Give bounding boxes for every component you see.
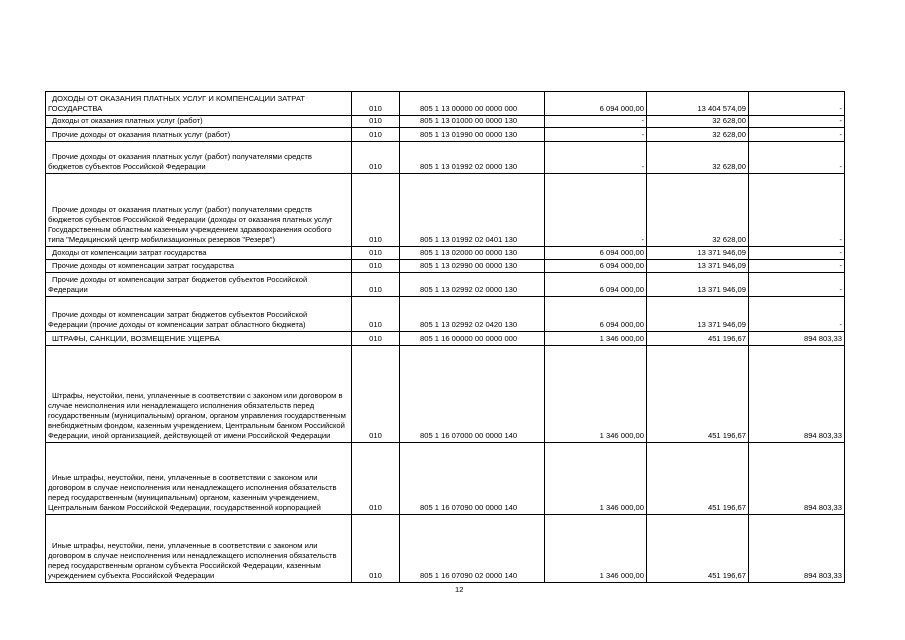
row-budget-code: 805 1 13 02992 02 0420 130 <box>400 297 545 332</box>
row-line-code: 010 <box>352 515 400 583</box>
row-plan: 1 346 000,00 <box>545 332 647 346</box>
row-budget-code: 805 1 13 01000 00 0000 130 <box>400 116 545 128</box>
row-name: ДОХОДЫ ОТ ОКАЗАНИЯ ПЛАТНЫХ УСЛУГ И КОМПЕНСАЦИИ ЗАТРАТ ГОСУДАРСТВА <box>46 92 352 116</box>
row-name: ШТРАФЫ, САНКЦИИ, ВОЗМЕЩЕНИЕ УЩЕРБА <box>46 332 352 346</box>
row-actual: 13 371 946,09 <box>647 260 749 273</box>
row-line-code: 010 <box>352 332 400 346</box>
row-line-code: 010 <box>352 142 400 174</box>
row-line-code: 010 <box>352 92 400 116</box>
revenue-report-table <box>45 91 845 583</box>
row-plan: - <box>545 142 647 174</box>
row-actual: 13 404 574,09 <box>647 92 749 116</box>
table-row <box>46 247 845 260</box>
table-row <box>46 128 845 142</box>
row-actual: 451 196,67 <box>647 515 749 583</box>
table-row <box>46 346 845 443</box>
row-budget-code: 805 1 13 00000 00 0000 000 <box>400 92 545 116</box>
row-line-code: 010 <box>352 273 400 297</box>
row-actual: 451 196,67 <box>647 443 749 515</box>
row-actual: 451 196,67 <box>647 332 749 346</box>
row-plan: 1 346 000,00 <box>545 515 647 583</box>
row-line-code: 010 <box>352 346 400 443</box>
table-row <box>46 142 845 174</box>
row-name: Прочие доходы от оказания платных услуг (работ) получателями средств бюджетов субъектов Российской Федерации (доходы от оказания платных услуг Государственным областным казенным учреждением здравоохранения особого типа "Медицинский центр мобилизационных резервов "Резерв") <box>46 174 352 247</box>
row-budget-code: 805 1 16 07090 00 0000 140 <box>400 443 545 515</box>
row-budget-code: 805 1 16 07090 02 0000 140 <box>400 515 545 583</box>
row-budget-code: 805 1 16 00000 00 0000 000 <box>400 332 545 346</box>
row-rest: - <box>749 247 845 260</box>
table-row <box>46 332 845 346</box>
row-budget-code: 805 1 13 02000 00 0000 130 <box>400 247 545 260</box>
row-actual: 13 371 946,09 <box>647 297 749 332</box>
row-name: Доходы от компенсации затрат государства <box>46 247 352 260</box>
table-row <box>46 515 845 583</box>
table-row <box>46 92 845 116</box>
row-name: Штрафы, неустойки, пени, уплаченные в соответствии с законом или договором в случае неисполнения или ненадлежащего исполнения обязательств перед государственным (муниципальным) органом, органом управления государственным внебюджетным фондом, казенным учреждением, Центральным банком Российской Федерации, иной организацией, действующей от имени Российской Федерации <box>46 346 352 443</box>
row-actual: 13 371 946,09 <box>647 247 749 260</box>
row-rest: 894 803,33 <box>749 346 845 443</box>
row-name: Прочие доходы от оказания платных услуг (работ) <box>46 128 352 142</box>
row-rest: 894 803,33 <box>749 443 845 515</box>
row-line-code: 010 <box>352 297 400 332</box>
page-number: 12 <box>455 585 464 594</box>
row-actual: 32 628,00 <box>647 116 749 128</box>
table-row <box>46 273 845 297</box>
row-budget-code: 805 1 13 02990 00 0000 130 <box>400 260 545 273</box>
table-row <box>46 116 845 128</box>
row-budget-code: 805 1 13 01992 02 0000 130 <box>400 142 545 174</box>
row-rest: - <box>749 142 845 174</box>
row-name: Прочие доходы от компенсации затрат бюджетов субъектов Российской Федерации <box>46 273 352 297</box>
row-name: Прочие доходы от компенсации затрат бюджетов субъектов Российской Федерации (прочие доходы от компенсации затрат областного бюджета) <box>46 297 352 332</box>
row-line-code: 010 <box>352 128 400 142</box>
row-plan: - <box>545 128 647 142</box>
row-name: Иные штрафы, неустойки, пени, уплаченные в соответствии с законом или договором в случае неисполнения или ненадлежащего исполнения обязательств перед государственным (муниципальным) органом, казенным учреждением, Центральным банком Российской Федерации, государственной корпорацией <box>46 443 352 515</box>
row-rest: - <box>749 297 845 332</box>
row-name: Доходы от оказания платных услуг (работ) <box>46 116 352 128</box>
row-actual: 32 628,00 <box>647 128 749 142</box>
row-actual: 32 628,00 <box>647 142 749 174</box>
row-rest: - <box>749 128 845 142</box>
row-plan: 6 094 000,00 <box>545 273 647 297</box>
row-plan: 1 346 000,00 <box>545 346 647 443</box>
row-budget-code: 805 1 13 01992 02 0401 130 <box>400 174 545 247</box>
row-plan: 1 346 000,00 <box>545 443 647 515</box>
row-budget-code: 805 1 16 07000 00 0000 140 <box>400 346 545 443</box>
row-rest: - <box>749 273 845 297</box>
row-plan: 6 094 000,00 <box>545 260 647 273</box>
row-plan: - <box>545 174 647 247</box>
row-budget-code: 805 1 13 02992 02 0000 130 <box>400 273 545 297</box>
row-name: Прочие доходы от компенсации затрат государства <box>46 260 352 273</box>
row-line-code: 010 <box>352 116 400 128</box>
row-actual: 32 628,00 <box>647 174 749 247</box>
table-row <box>46 260 845 273</box>
row-line-code: 010 <box>352 260 400 273</box>
row-rest: - <box>749 174 845 247</box>
row-rest: 894 803,33 <box>749 332 845 346</box>
row-line-code: 010 <box>352 247 400 260</box>
row-budget-code: 805 1 13 01990 00 0000 130 <box>400 128 545 142</box>
row-plan: 6 094 000,00 <box>545 297 647 332</box>
row-actual: 13 371 946,09 <box>647 273 749 297</box>
row-name: Иные штрафы, неустойки, пени, уплаченные в соответствии с законом или договором в случае неисполнения или ненадлежащего исполнения обязательств перед государственным органом субъекта Российской Федерации, казенным учреждением субъекта Российской Федерации <box>46 515 352 583</box>
row-rest: 894 803,33 <box>749 515 845 583</box>
table-row <box>46 443 845 515</box>
row-plan: 6 094 000,00 <box>545 92 647 116</box>
row-actual: 451 196,67 <box>647 346 749 443</box>
row-plan: 6 094 000,00 <box>545 247 647 260</box>
row-name: Прочие доходы от оказания платных услуг (работ) получателями средств бюджетов субъектов Российской Федерации <box>46 142 352 174</box>
row-line-code: 010 <box>352 443 400 515</box>
row-rest: - <box>749 116 845 128</box>
row-rest: - <box>749 260 845 273</box>
row-line-code: 010 <box>352 174 400 247</box>
row-plan: - <box>545 116 647 128</box>
table-row <box>46 297 845 332</box>
table-row <box>46 174 845 247</box>
row-rest: - <box>749 92 845 116</box>
